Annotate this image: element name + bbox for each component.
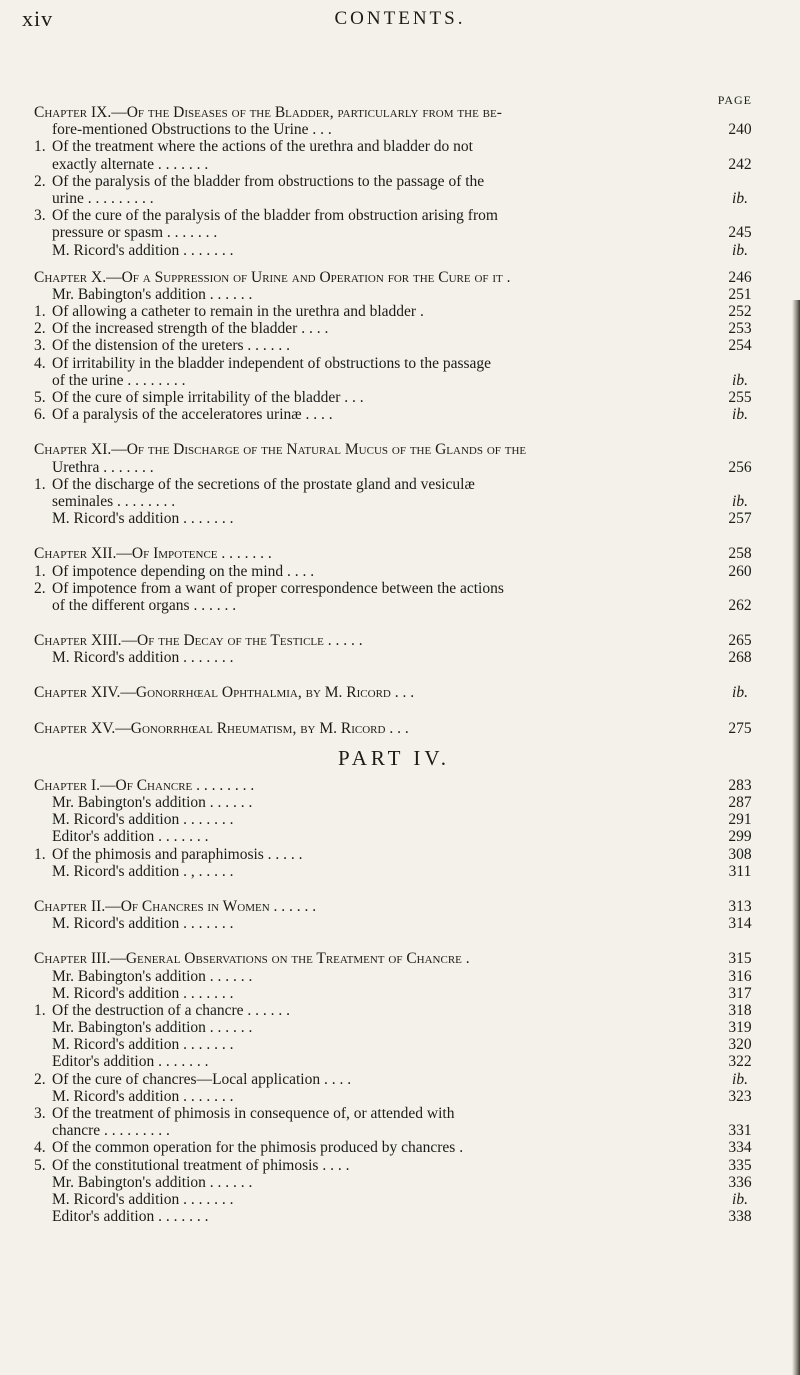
spacer bbox=[34, 702, 754, 720]
entry-title: Of irritability in the bladder independent of obstructions to the passage bbox=[52, 354, 492, 372]
toc-entry bbox=[34, 1139, 754, 1156]
toc-entry bbox=[34, 406, 754, 423]
chapter-entry bbox=[34, 104, 754, 121]
toc-entry bbox=[34, 207, 754, 224]
page-ref: 258 bbox=[728, 545, 752, 563]
entry-number: 5. bbox=[34, 389, 46, 406]
entry-title: of the urine . . . . . . . . bbox=[52, 371, 186, 389]
table-of-contents bbox=[34, 104, 754, 1225]
entry-number: 3. bbox=[34, 1105, 46, 1122]
entry-title: Mr. Babington's addition . . . . . . bbox=[52, 285, 253, 303]
toc-entry bbox=[34, 459, 754, 476]
toc-entry bbox=[34, 1191, 754, 1208]
entry-number: 1. bbox=[34, 845, 46, 863]
page-ref: 299 bbox=[728, 828, 752, 846]
toc-entry bbox=[34, 863, 754, 880]
chapter-entry bbox=[34, 545, 754, 562]
toc-entry bbox=[34, 597, 754, 614]
page-ref: ib. bbox=[732, 371, 748, 389]
entry-title: Of the constitutional treatment of phimosis . . . . bbox=[52, 1156, 350, 1174]
entry-title: Editor's addition . . . . . . . bbox=[52, 828, 209, 846]
toc-entry bbox=[34, 190, 754, 207]
page-ref: 331 bbox=[728, 1122, 752, 1140]
page-ref: 254 bbox=[728, 337, 752, 355]
spacer bbox=[34, 527, 754, 545]
spacer bbox=[34, 880, 754, 898]
chapter-title: Chapter II.—Of Chancres in Women . . . . . . bbox=[34, 897, 317, 915]
entry-title: Of the increased strength of the bladder . . . . bbox=[52, 320, 329, 338]
entry-number: 2. bbox=[34, 320, 46, 338]
entry-title: Of the common operation for the phimosis produced by chancres . bbox=[52, 1139, 464, 1157]
entry-number: 4. bbox=[34, 1139, 46, 1157]
entry-title: M. Ricord's addition . . . . . . . bbox=[52, 1190, 234, 1208]
entry-title: M. Ricord's addition . . . . . . . bbox=[52, 1036, 234, 1054]
toc-entry bbox=[34, 1036, 754, 1053]
page-ref: 260 bbox=[728, 562, 752, 580]
entry-title: M. Ricord's addition . . . . . . . bbox=[52, 649, 234, 667]
page-ref: 262 bbox=[728, 596, 752, 614]
entry-title: M. Ricord's addition . . . . . . . bbox=[52, 811, 234, 829]
toc-entry bbox=[34, 1208, 754, 1225]
chapter-title: Chapter XIII.—Of the Decay of the Testicle . . . . . bbox=[34, 632, 363, 650]
entry-title: Urethra . . . . . . . bbox=[52, 458, 154, 476]
entry-title: fore-mentioned Obstructions to the Urine . . . bbox=[52, 121, 332, 139]
page-ref: 251 bbox=[728, 285, 752, 303]
page-ref: 275 bbox=[728, 719, 752, 737]
entry-title: M. Ricord's addition . . . . . . . bbox=[52, 510, 234, 528]
chapter-entry bbox=[34, 269, 754, 286]
toc-entry bbox=[34, 1053, 754, 1070]
entry-number: 2. bbox=[34, 579, 46, 597]
entry-title: Mr. Babington's addition . . . . . . bbox=[52, 1019, 253, 1037]
page-ref: 245 bbox=[728, 224, 752, 242]
page-ref: ib. bbox=[732, 241, 748, 259]
page-ref: 283 bbox=[728, 776, 752, 794]
toc-entry bbox=[34, 828, 754, 845]
page-ref: 315 bbox=[728, 950, 752, 968]
page-ref: 287 bbox=[728, 794, 752, 811]
page-ref: 255 bbox=[728, 389, 752, 406]
page-ref: 322 bbox=[728, 1053, 752, 1071]
entry-number: 1. bbox=[34, 475, 46, 493]
page-ref: 291 bbox=[728, 811, 752, 829]
chapter-title: Chapter XV.—Gonorrhœal Rheumatism, by M. Ricord . . . bbox=[34, 719, 409, 737]
entry-title: urine . . . . . . . . . bbox=[52, 189, 154, 207]
entry-title: Of the treatment where the actions of the urethra and bladder do not bbox=[52, 138, 473, 156]
page-ref: ib. bbox=[732, 406, 748, 424]
page-column-label: PAGE bbox=[717, 93, 752, 107]
chapter-title: Chapter I.—Of Chancre . . . . . . . . bbox=[34, 776, 255, 794]
entry-number: 1. bbox=[34, 562, 46, 580]
chapter-title: Chapter XII.—Of Impotence . . . . . . . bbox=[34, 545, 272, 563]
entry-title: Editor's addition . . . . . . . bbox=[52, 1053, 209, 1071]
toc-entry bbox=[34, 1019, 754, 1036]
page-ref: ib. bbox=[732, 189, 748, 207]
spacer bbox=[34, 932, 754, 950]
entry-title: Of the destruction of a chancre . . . . . . bbox=[52, 1001, 291, 1019]
chapter-entry bbox=[34, 777, 754, 794]
toc-entry bbox=[34, 173, 754, 190]
entry-title: M. Ricord's addition . . . . . . . bbox=[52, 1087, 234, 1105]
toc-entry bbox=[34, 1002, 754, 1019]
entry-number: 1. bbox=[34, 138, 46, 156]
toc-entry bbox=[34, 985, 754, 1002]
page-ref: 308 bbox=[728, 845, 752, 863]
entry-title: seminales . . . . . . . . bbox=[52, 492, 176, 510]
entry-title: exactly alternate . . . . . . . bbox=[52, 155, 209, 173]
entry-title: M. Ricord's addition . , . . . . . bbox=[52, 862, 234, 880]
page-ref: ib. bbox=[732, 1190, 748, 1208]
entry-title: Of the cure of the paralysis of the bladder from obstruction arising from bbox=[52, 207, 498, 225]
entry-number: 6. bbox=[34, 406, 46, 424]
toc-entry bbox=[34, 811, 754, 828]
toc-entry bbox=[34, 968, 754, 985]
spacer bbox=[34, 666, 754, 684]
page-header bbox=[0, 6, 800, 36]
page-ref: 336 bbox=[728, 1173, 752, 1191]
page-ref: 256 bbox=[728, 458, 752, 476]
entry-number: 3. bbox=[34, 207, 46, 225]
entry-title: Mr. Babington's addition . . . . . . bbox=[52, 794, 253, 811]
page-ref: 316 bbox=[728, 967, 752, 985]
page-ref: 317 bbox=[728, 984, 752, 1002]
page-ref: 240 bbox=[728, 121, 752, 139]
toc-entry bbox=[34, 1157, 754, 1174]
page-ref: 318 bbox=[728, 1001, 752, 1019]
toc-entry bbox=[34, 1071, 754, 1088]
toc-entry bbox=[34, 510, 754, 527]
entry-title: M. Ricord's addition . . . . . . . bbox=[52, 915, 234, 933]
toc-entry bbox=[34, 355, 754, 372]
toc-entry bbox=[34, 1174, 754, 1191]
entry-number: 2. bbox=[34, 1070, 46, 1088]
toc-entry bbox=[34, 1088, 754, 1105]
entry-title: Of the phimosis and paraphimosis . . . . . bbox=[52, 845, 303, 863]
entry-title: M. Ricord's addition . . . . . . . bbox=[52, 984, 234, 1002]
toc-entry bbox=[34, 649, 754, 666]
toc-list-part-iv bbox=[34, 777, 754, 1226]
page-ref: ib. bbox=[732, 492, 748, 510]
toc-entry bbox=[34, 156, 754, 173]
chapter-entry bbox=[34, 684, 754, 701]
entry-title: Of impotence from a want of proper correspondence between the actions bbox=[52, 579, 504, 597]
toc-entry bbox=[34, 372, 754, 389]
toc-entry bbox=[34, 303, 754, 320]
entry-title: Of the cure of simple irritability of the bladder . . . bbox=[52, 389, 364, 406]
part-heading: PART IV. bbox=[337, 745, 451, 770]
entry-number: 5. bbox=[34, 1156, 46, 1174]
entry-title: Of the treatment of phimosis in consequence of, or attended with bbox=[52, 1105, 455, 1122]
page-ref: 334 bbox=[728, 1139, 752, 1157]
page-ref: 320 bbox=[728, 1036, 752, 1054]
chapter-title: Chapter XIV.—Gonorrhœal Ophthalmia, by M. Ricord . . . bbox=[34, 684, 415, 702]
chapter-entry bbox=[34, 632, 754, 649]
entry-title: pressure or spasm . . . . . . . bbox=[52, 224, 218, 242]
entry-number: 1. bbox=[34, 1001, 46, 1019]
chapter-title: Chapter XI.—Of the Discharge of the Natural Mucus of the Glands of the bbox=[34, 441, 527, 459]
chapter-entry bbox=[34, 950, 754, 967]
entry-title: Of impotence depending on the mind . . . . bbox=[52, 562, 315, 580]
spacer bbox=[34, 614, 754, 632]
toc-entry bbox=[34, 337, 754, 354]
entry-title: of the different organs . . . . . . bbox=[52, 596, 237, 614]
toc-entry bbox=[34, 242, 754, 259]
page-ref: ib. bbox=[732, 1070, 748, 1088]
page-ref: 319 bbox=[728, 1019, 752, 1037]
entry-title: Mr. Babington's addition . . . . . . bbox=[52, 967, 253, 985]
page-ref: 311 bbox=[728, 862, 752, 880]
chapter-entry bbox=[34, 441, 754, 458]
toc-entry bbox=[34, 563, 754, 580]
entry-number: 2. bbox=[34, 172, 46, 190]
toc-entry bbox=[34, 1122, 754, 1139]
page-ref: ib. bbox=[732, 684, 748, 702]
page-ref: 257 bbox=[728, 510, 752, 528]
page-edge-shadow bbox=[792, 300, 800, 1375]
page-ref: 253 bbox=[728, 320, 752, 338]
entry-title: Editor's addition . . . . . . . bbox=[52, 1208, 209, 1226]
page-ref: 338 bbox=[728, 1208, 752, 1226]
running-head: CONTENTS. bbox=[334, 8, 466, 29]
toc-entry bbox=[34, 286, 754, 303]
entry-title: Of the paralysis of the bladder from obstructions to the passage of the bbox=[52, 172, 485, 190]
page-ref: 252 bbox=[728, 303, 752, 321]
entry-number: 3. bbox=[34, 337, 46, 355]
page-ref: 268 bbox=[728, 649, 752, 667]
entry-title: chancre . . . . . . . . . bbox=[52, 1122, 170, 1140]
toc-entry bbox=[34, 224, 754, 241]
toc-entry bbox=[34, 476, 754, 493]
toc-entry bbox=[34, 389, 754, 406]
page-number: xiv bbox=[22, 6, 54, 31]
entry-title: Of the discharge of the secretions of the prostate gland and vesiculæ bbox=[52, 475, 475, 493]
entry-number: 4. bbox=[34, 354, 46, 372]
entry-title: Of the cure of chancres—Local application . . . . bbox=[52, 1070, 352, 1088]
toc-entry bbox=[34, 493, 754, 510]
toc-list-part-iii bbox=[34, 104, 754, 737]
page-ref: 323 bbox=[728, 1087, 752, 1105]
page-ref: 242 bbox=[728, 155, 752, 173]
toc-entry bbox=[34, 138, 754, 155]
chapter-title: Chapter III.—General Observations on the Treatment of Chancre . bbox=[34, 950, 470, 968]
toc-entry bbox=[34, 320, 754, 337]
page-ref: 313 bbox=[728, 897, 752, 915]
chapter-title: Chapter IX.—Of the Diseases of the Bladder, particularly from the be- bbox=[34, 104, 502, 121]
chapter-title: Chapter X.—Of a Suppression of Urine and Operation for the Cure of it . bbox=[34, 268, 511, 286]
page-ref: 335 bbox=[728, 1156, 752, 1174]
entry-title: Of allowing a catheter to remain in the urethra and bladder . bbox=[52, 303, 424, 321]
spacer bbox=[34, 423, 754, 441]
page-ref: 246 bbox=[728, 268, 752, 286]
chapter-entry bbox=[34, 720, 754, 737]
toc-entry bbox=[34, 846, 754, 863]
toc-entry bbox=[34, 1105, 754, 1122]
entry-title: M. Ricord's addition . . . . . . . bbox=[52, 241, 234, 259]
page-ref: 314 bbox=[728, 915, 752, 933]
toc-entry bbox=[34, 580, 754, 597]
toc-entry bbox=[34, 794, 754, 811]
toc-entry bbox=[34, 121, 754, 138]
entry-title: Of the distension of the ureters . . . . . . bbox=[52, 337, 291, 355]
toc-entry bbox=[34, 915, 754, 932]
entry-title: Of a paralysis of the acceleratores urinæ . . . . bbox=[52, 406, 333, 424]
entry-number: 1. bbox=[34, 303, 46, 321]
chapter-entry bbox=[34, 898, 754, 915]
spacer bbox=[34, 259, 754, 269]
entry-title: Mr. Babington's addition . . . . . . bbox=[52, 1173, 253, 1191]
page-ref: 265 bbox=[728, 632, 752, 650]
